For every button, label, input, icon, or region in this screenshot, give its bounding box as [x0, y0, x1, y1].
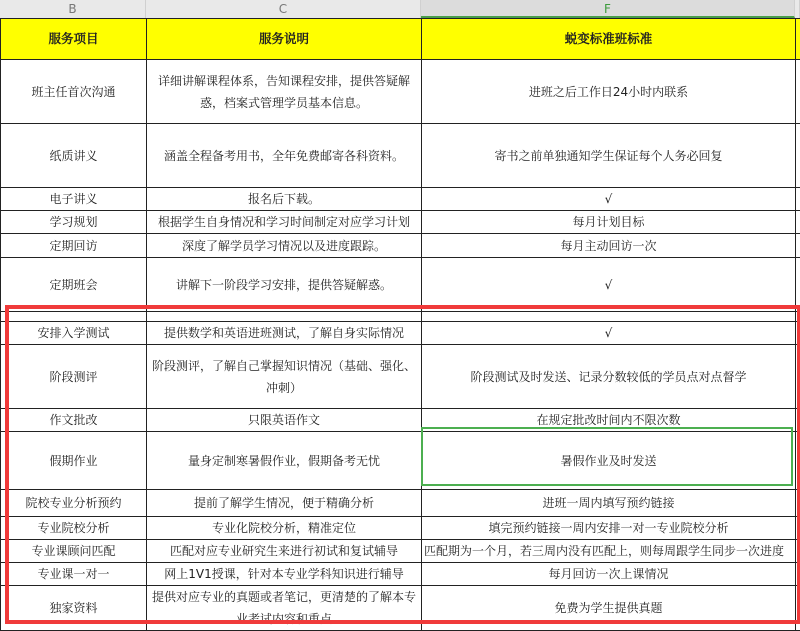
- cell-desc[interactable]: 网上1V1授课，针对本专业学科知识进行辅导: [147, 563, 422, 586]
- cell-extra[interactable]: [796, 409, 800, 432]
- cell-extra[interactable]: [796, 258, 800, 312]
- header-desc[interactable]: 服务说明: [147, 19, 422, 60]
- cell-standard[interactable]: 进班一周内填写预约链接: [422, 490, 796, 517]
- cell-desc[interactable]: 匹配对应专业研究生来进行初试和复试辅导: [147, 540, 422, 563]
- table-row: [1, 60, 800, 124]
- cell-item[interactable]: [1, 312, 147, 322]
- header-standard[interactable]: 蜕变标准班标准: [422, 19, 796, 60]
- cell-desc[interactable]: 根据学生自身情况和学习时间制定对应学习计划: [147, 211, 422, 234]
- table-row: [1, 258, 800, 312]
- cell-item[interactable]: 定期回访: [1, 234, 147, 258]
- cell-standard[interactable]: 免费为学生提供真题: [422, 586, 796, 631]
- header-item[interactable]: 服务项目: [1, 19, 147, 60]
- cell-item[interactable]: 专业院校分析: [1, 517, 147, 540]
- cell-standard[interactable]: 每月计划目标: [422, 211, 796, 234]
- header-row: [1, 19, 800, 60]
- cell-item[interactable]: 阶段测评: [1, 345, 147, 409]
- cell-extra[interactable]: [796, 432, 800, 490]
- cell-extra[interactable]: [796, 517, 800, 540]
- column-header-next[interactable]: [795, 0, 800, 18]
- cell-desc[interactable]: 提供数学和英语进班测试，了解自身实际情况: [147, 322, 422, 345]
- table-row: [1, 322, 800, 345]
- cell-item[interactable]: 学习规划: [1, 211, 147, 234]
- cell-standard[interactable]: √: [422, 188, 796, 211]
- cell-desc[interactable]: 提前了解学生情况，便于精确分析: [147, 490, 422, 517]
- cell-extra[interactable]: [796, 19, 800, 60]
- table-row: [1, 234, 800, 258]
- table-row: [1, 211, 800, 234]
- cell-extra[interactable]: [796, 540, 800, 563]
- cell-standard[interactable]: 在规定批改时间内不限次数: [422, 409, 796, 432]
- cell-item[interactable]: 独家资料: [1, 586, 147, 631]
- table-row: [1, 490, 800, 517]
- cell-standard[interactable]: 进班之后工作日24小时内联系: [422, 60, 796, 124]
- cell-standard[interactable]: √: [422, 258, 796, 312]
- cell-extra[interactable]: [796, 60, 800, 124]
- cell-extra[interactable]: [796, 312, 800, 322]
- cell-extra[interactable]: [796, 490, 800, 517]
- cell-standard[interactable]: 寄书之前单独通知学生保证每个人务必回复: [422, 124, 796, 188]
- cell-standard[interactable]: [422, 312, 796, 322]
- cell-item[interactable]: 电子讲义: [1, 188, 147, 211]
- column-header-c[interactable]: C: [146, 0, 421, 18]
- cell-item[interactable]: 专业课顾问匹配: [1, 540, 147, 563]
- table-row: [1, 517, 800, 540]
- cell-extra[interactable]: [796, 211, 800, 234]
- service-table: [0, 18, 800, 631]
- table-row: [1, 188, 800, 211]
- cell-desc[interactable]: 阶段测评，了解自己掌握知识情况（基础、强化、冲刺）: [147, 345, 422, 409]
- column-header-b[interactable]: B: [0, 0, 146, 18]
- column-header-f[interactable]: F: [421, 0, 795, 18]
- cell-item[interactable]: 作文批改: [1, 409, 147, 432]
- cell-desc[interactable]: 涵盖全程备考用书，全年免费邮寄各科资料。: [147, 124, 422, 188]
- cell-desc[interactable]: 专业化院校分析，精准定位: [147, 517, 422, 540]
- cell-item[interactable]: 纸质讲义: [1, 124, 147, 188]
- cell-desc[interactable]: [147, 312, 422, 322]
- column-header-bar: [0, 0, 800, 19]
- cell-extra[interactable]: [796, 124, 800, 188]
- cell-extra[interactable]: [796, 345, 800, 409]
- cell-desc[interactable]: 深度了解学员学习情况以及进度跟踪。: [147, 234, 422, 258]
- table-row: [1, 432, 800, 490]
- cell-extra[interactable]: [796, 322, 800, 345]
- cell-standard[interactable]: 匹配期为一个月，若三周内没有匹配上，则每周跟学生同步一次进度: [422, 540, 796, 563]
- cell-item[interactable]: 班主任首次沟通: [1, 60, 147, 124]
- cell-desc[interactable]: 报名后下载。: [147, 188, 422, 211]
- cell-standard[interactable]: 阶段测试及时发送、记录分数较低的学员点对点督学: [422, 345, 796, 409]
- cell-extra[interactable]: [796, 234, 800, 258]
- table-row: [1, 540, 800, 563]
- cell-item[interactable]: 安排入学测试: [1, 322, 147, 345]
- table-row: [1, 409, 800, 432]
- cell-desc[interactable]: 只限英语作文: [147, 409, 422, 432]
- cell-standard[interactable]: 暑假作业及时发送: [422, 432, 796, 490]
- cell-desc[interactable]: 讲解下一阶段学习安排，提供答疑解惑。: [147, 258, 422, 312]
- cell-desc[interactable]: 量身定制寒暑假作业，假期备考无忧: [147, 432, 422, 490]
- table-row: [1, 124, 800, 188]
- table-row: [1, 345, 800, 409]
- table-row: [1, 563, 800, 586]
- table-row: [1, 586, 800, 631]
- cell-extra[interactable]: [796, 563, 800, 586]
- cell-standard[interactable]: 每月回访一次上课情况: [422, 563, 796, 586]
- cell-item[interactable]: 院校专业分析预约: [1, 490, 147, 517]
- cell-desc[interactable]: 详细讲解课程体系，告知课程安排，提供答疑解惑，档案式管理学员基本信息。: [147, 60, 422, 124]
- cell-standard[interactable]: 填完预约链接一周内安排一对一专业院校分析: [422, 517, 796, 540]
- cell-item[interactable]: 假期作业: [1, 432, 147, 490]
- cell-standard[interactable]: √: [422, 322, 796, 345]
- cell-standard[interactable]: 每月主动回访一次: [422, 234, 796, 258]
- table-row: [1, 312, 800, 322]
- cell-extra[interactable]: [796, 188, 800, 211]
- cell-desc[interactable]: 提供对应专业的真题或者笔记，更清楚的了解本专业考试内容和重点: [147, 586, 422, 631]
- cell-item[interactable]: 定期班会: [1, 258, 147, 312]
- cell-item[interactable]: 专业课一对一: [1, 563, 147, 586]
- cell-extra[interactable]: [796, 586, 800, 631]
